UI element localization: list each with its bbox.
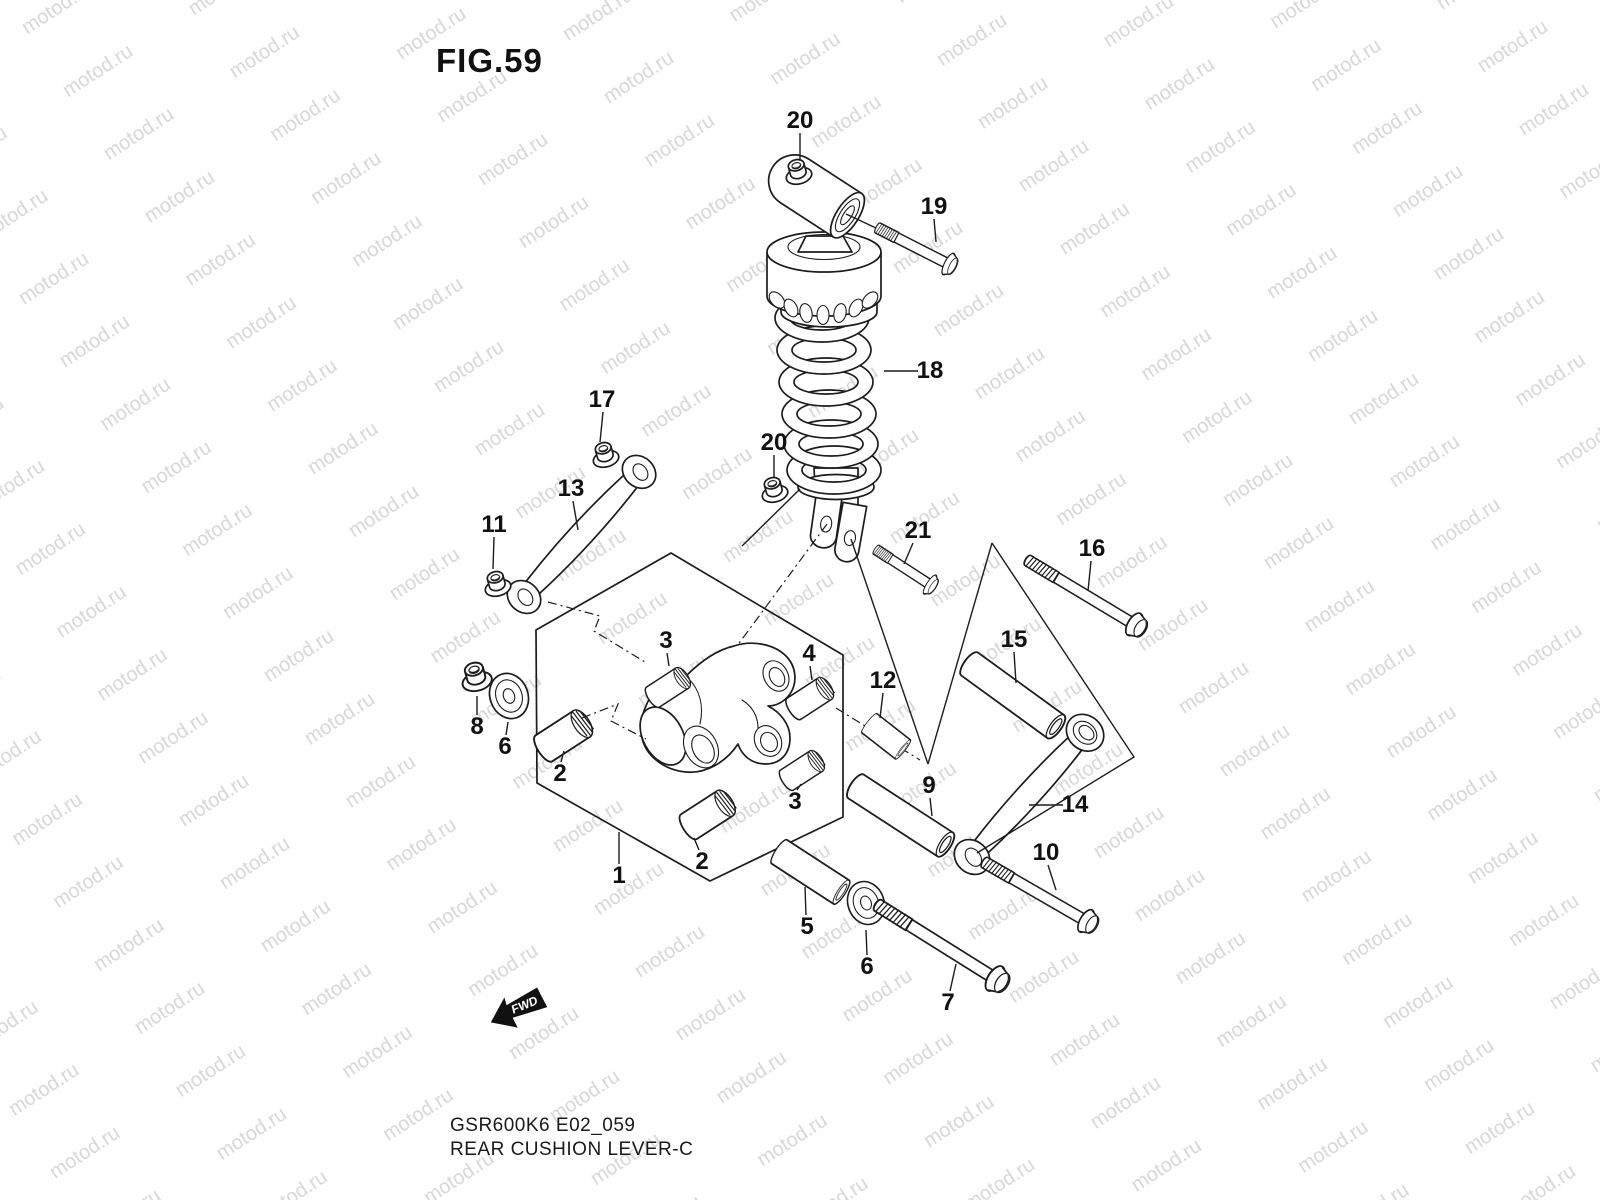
callout-20-top: 20 bbox=[786, 107, 814, 134]
callout-9: 9 bbox=[922, 772, 936, 799]
callout-21: 21 bbox=[904, 517, 932, 544]
footer-model-code: GSR600K6 E02_059 bbox=[450, 1115, 636, 1136]
callout-10: 10 bbox=[1032, 839, 1060, 866]
callout-3-lower: 3 bbox=[788, 788, 802, 815]
footer-figure-name: REAR CUSHION LEVER-C bbox=[450, 1139, 694, 1160]
callout-18: 18 bbox=[916, 357, 944, 384]
callout-5: 5 bbox=[800, 913, 814, 940]
callout-13: 13 bbox=[557, 475, 585, 502]
figure-title: FIG.59 bbox=[436, 42, 543, 79]
callout-17: 17 bbox=[588, 386, 616, 413]
callout-12: 12 bbox=[869, 667, 897, 694]
callout-14: 14 bbox=[1061, 791, 1089, 818]
callout-8: 8 bbox=[470, 713, 484, 740]
callout-11: 11 bbox=[481, 511, 507, 538]
callout-3-upper: 3 bbox=[659, 627, 673, 654]
callout-15: 15 bbox=[1000, 626, 1028, 653]
callout-16: 16 bbox=[1078, 535, 1106, 562]
callout-1: 1 bbox=[612, 862, 626, 889]
callout-7: 7 bbox=[941, 989, 955, 1016]
callout-19: 19 bbox=[920, 193, 948, 220]
callout-2-left: 2 bbox=[553, 760, 567, 787]
callout-2-bottom: 2 bbox=[695, 848, 709, 875]
callout-6-bottom: 6 bbox=[860, 953, 874, 980]
callout-20-lower: 20 bbox=[760, 429, 788, 456]
callout-4: 4 bbox=[802, 640, 816, 667]
callout-6-left: 6 bbox=[498, 733, 512, 760]
fwd-label: FWD bbox=[510, 992, 539, 1017]
